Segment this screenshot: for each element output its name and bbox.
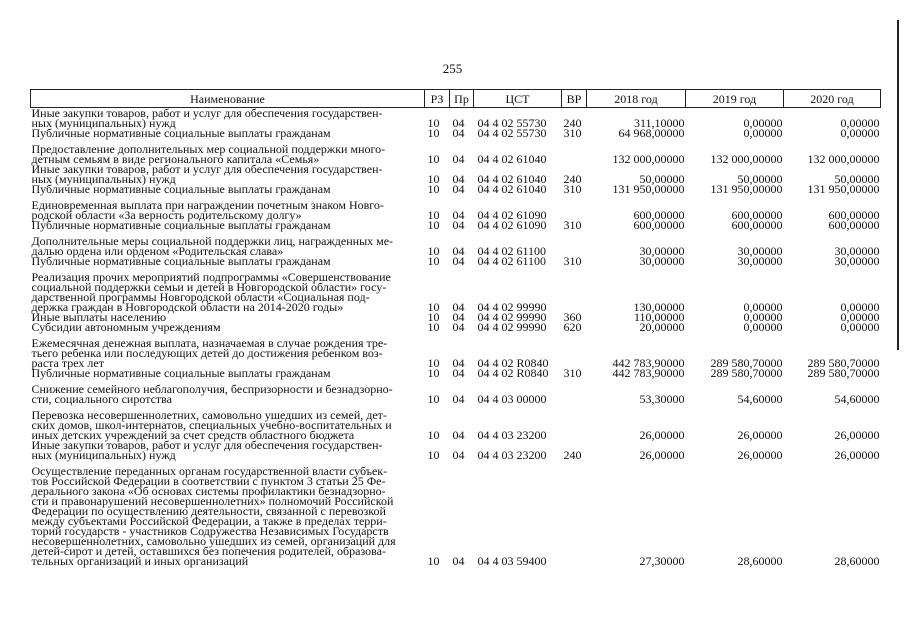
cell-y2019: 54,60000 bbox=[737, 392, 783, 406]
row-name-line: дерального закона «Об основах системы профилактики безнадзорно- bbox=[31, 484, 386, 498]
cell-y2018: 30,00000 bbox=[639, 254, 685, 268]
header-vr: ВР bbox=[562, 90, 587, 108]
cell-rz: 10 bbox=[427, 428, 440, 442]
row-name-line: Иные закупки товаров, работ и услуг для обеспечения государствен- bbox=[31, 106, 383, 120]
cell-vr bbox=[562, 194, 587, 220]
cell-y2019: 0,00000 bbox=[743, 126, 783, 140]
cell-vr: 240 bbox=[563, 116, 582, 130]
cell-vr bbox=[562, 378, 587, 404]
table-row bbox=[31, 230, 881, 256]
row-name-line: торий государств - участников Содружества Независимых Государств bbox=[31, 524, 389, 538]
cell-y2020: 289 580,70000 bbox=[807, 356, 880, 370]
cell-y2018: 600,00000 bbox=[633, 218, 685, 232]
cell-y2019: 50,00000 bbox=[737, 172, 783, 186]
table-row bbox=[31, 108, 881, 129]
cell-y2020: 30,00000 bbox=[834, 244, 880, 258]
row-name bbox=[31, 460, 425, 566]
row-name-line: Иные закупки товаров, работ и услуг для обеспечения государствен- bbox=[31, 162, 383, 176]
row-name-line: Иные закупки товаров, работ и услуг для обеспечения государствен- bbox=[31, 438, 383, 452]
cell-cst: 04 4 02 61100 bbox=[477, 244, 547, 258]
cell-pr: 04 bbox=[452, 366, 465, 380]
table-row bbox=[31, 378, 881, 404]
cell-y2018: 132 000,00000 bbox=[612, 152, 685, 166]
cell-y2018: 26,00000 bbox=[639, 428, 685, 442]
row-name-line: родской области «За верность родительскому долгу» bbox=[31, 208, 302, 222]
cell-rz: 10 bbox=[427, 392, 440, 406]
header-rz: РЗ bbox=[425, 90, 450, 108]
table-row bbox=[31, 322, 881, 332]
cell-y2019: 132 000,00000 bbox=[710, 152, 783, 166]
row-name-line: Публичные нормативные социальные выплаты гражданам bbox=[31, 182, 331, 196]
cell-y2019: 0,00000 bbox=[743, 300, 783, 314]
cell-cst: 04 4 03 23200 bbox=[477, 448, 547, 462]
cell-rz: 10 bbox=[427, 244, 440, 258]
cell-y2020: 600,00000 bbox=[828, 218, 880, 232]
cell-pr: 04 bbox=[452, 428, 465, 442]
cell-y2018: 130,00000 bbox=[633, 300, 685, 314]
table-row bbox=[31, 138, 881, 164]
row-name bbox=[31, 128, 425, 138]
cell-cst: 04 4 02 55730 bbox=[477, 116, 547, 130]
row-name-line: иных детских учреждений за счет средств областного бюджета bbox=[31, 428, 355, 442]
cell-y2019: 600,00000 bbox=[731, 218, 783, 232]
cell-y2020: 600,00000 bbox=[828, 208, 880, 222]
row-name bbox=[31, 184, 425, 194]
row-name-line: раста трех лет bbox=[31, 356, 104, 370]
table-row bbox=[31, 460, 881, 566]
cell-y2018: 53,30000 bbox=[639, 392, 685, 406]
row-name-line: Осуществление переданных органам государственной власти субъек- bbox=[31, 464, 388, 478]
cell-rz: 10 bbox=[427, 254, 440, 268]
cell-pr: 04 bbox=[452, 448, 465, 462]
row-name-line: детей-сирот и детей, оставшихся без попечения родителей, образова- bbox=[31, 544, 386, 558]
cell-pr: 04 bbox=[452, 254, 465, 268]
cell-y2018: 20,00000 bbox=[639, 320, 685, 334]
row-name-line: тьего ребенка или последующих детей до достижения ребенком воз- bbox=[31, 346, 383, 360]
row-name bbox=[31, 404, 425, 440]
cell-vr: 310 bbox=[563, 126, 582, 140]
cell-rz: 10 bbox=[427, 300, 440, 314]
cell-y2020: 50,00000 bbox=[834, 172, 880, 186]
cell-pr: 04 bbox=[452, 300, 465, 314]
cell-y2020: 26,00000 bbox=[834, 448, 880, 462]
cell-y2018: 600,00000 bbox=[633, 208, 685, 222]
cell-rz: 10 bbox=[427, 152, 440, 166]
cell-vr: 360 bbox=[563, 310, 582, 324]
cell-y2019: 0,00000 bbox=[743, 116, 783, 130]
cell-y2018: 311,10000 bbox=[633, 116, 685, 130]
cell-y2020: 30,00000 bbox=[834, 254, 880, 268]
row-name bbox=[31, 378, 425, 404]
row-name-line: Предоставление дополнительных мер социальной поддержки много- bbox=[31, 142, 386, 156]
cell-cst: 04 4 02 55730 bbox=[477, 126, 547, 140]
cell-y2018: 30,00000 bbox=[639, 244, 685, 258]
cell-cst: 04 4 02 99990 bbox=[477, 310, 547, 324]
cell-y2018: 442 783,90000 bbox=[612, 356, 685, 370]
cell-y2019: 26,00000 bbox=[737, 428, 783, 442]
cell-y2020: 289 580,70000 bbox=[807, 366, 880, 380]
cell-pr: 04 bbox=[452, 126, 465, 140]
table-row bbox=[31, 332, 881, 368]
cell-y2018: 50,00000 bbox=[639, 172, 685, 186]
cell-vr: 310 bbox=[563, 366, 582, 380]
cell-y2020: 0,00000 bbox=[840, 320, 880, 334]
table-row bbox=[31, 164, 881, 184]
cell-vr bbox=[562, 404, 587, 440]
cell-pr: 04 bbox=[452, 218, 465, 232]
row-name bbox=[31, 164, 425, 184]
row-name-line: далью ордена или орденом «Родительская слава» bbox=[31, 244, 284, 258]
cell-vr bbox=[562, 230, 587, 256]
cell-cst: 04 4 02 61100 bbox=[477, 254, 547, 268]
cell-y2020: 26,00000 bbox=[834, 428, 880, 442]
cell-pr: 04 bbox=[452, 182, 465, 196]
cell-y2018: 442 783,90000 bbox=[612, 366, 685, 380]
row-name bbox=[31, 332, 425, 368]
row-name bbox=[31, 108, 425, 129]
header-pr: Пр bbox=[450, 90, 474, 108]
cell-vr: 310 bbox=[563, 218, 582, 232]
cell-y2020: 0,00000 bbox=[840, 126, 880, 140]
cell-cst: 04 4 03 00000 bbox=[477, 392, 547, 406]
table-row bbox=[31, 440, 881, 460]
cell-vr: 620 bbox=[563, 320, 582, 334]
cell-vr: 310 bbox=[563, 182, 582, 196]
header-2018: 2018 год bbox=[587, 90, 686, 108]
row-name bbox=[31, 138, 425, 164]
table-header-row bbox=[31, 90, 881, 108]
header-2019: 2019 год bbox=[686, 90, 784, 108]
cell-y2020: 0,00000 bbox=[840, 116, 880, 130]
cell-y2020: 54,60000 bbox=[834, 392, 880, 406]
row-name bbox=[31, 322, 425, 332]
row-name bbox=[31, 368, 425, 378]
row-name-line: Федерации по осуществлению деятельности, связанной с перевозкой bbox=[31, 504, 386, 518]
cell-y2018: 131 950,00000 bbox=[612, 182, 685, 196]
row-name-line: детным семьям в виде регионального капитала «Семья» bbox=[31, 152, 320, 166]
cell-cst: 04 4 02 61040 bbox=[477, 172, 547, 186]
page-number: 255 bbox=[442, 61, 463, 76]
cell-y2019: 30,00000 bbox=[737, 254, 783, 268]
cell-cst: 04 4 02 61090 bbox=[477, 218, 547, 232]
row-name-line: Единовременная выплата при награждении почетным знаком Новго- bbox=[31, 198, 384, 212]
cell-cst: 04 4 02 61040 bbox=[477, 182, 547, 196]
cell-cst: 04 4 03 59400 bbox=[477, 554, 547, 568]
cell-cst: 04 4 02 R0840 bbox=[477, 366, 549, 380]
cell-vr bbox=[562, 138, 587, 164]
row-name-line: ских домов, школ-интернатов, специальных учебно-воспитательных и bbox=[31, 418, 392, 432]
cell-y2019: 28,60000 bbox=[737, 554, 783, 568]
row-name-line: тов Российской Федерации в соответствии с пунктом 3 статьи 25 Фе- bbox=[31, 474, 386, 488]
row-name-line: социальной поддержки семьи и детей в Новгородской области» госу- bbox=[31, 280, 387, 294]
row-name-line: держка граждан в Новгородской области на 2014-2020 годы» bbox=[31, 300, 344, 314]
row-name-line: Публичные нормативные социальные выплаты гражданам bbox=[31, 218, 331, 232]
cell-y2020: 0,00000 bbox=[840, 310, 880, 324]
header-2020: 2020 год bbox=[784, 90, 881, 108]
cell-y2018: 27,30000 bbox=[639, 554, 685, 568]
table-body bbox=[31, 108, 881, 567]
table-row bbox=[31, 184, 881, 194]
row-name bbox=[31, 440, 425, 460]
row-name-line: несовершеннолетних, самовольно ушедших из семей, организаций для bbox=[31, 534, 396, 548]
margin-rule bbox=[897, 20, 899, 350]
cell-rz: 10 bbox=[427, 310, 440, 324]
row-name-line: Перевозка несовершеннолетних, самовольно ушедших из семей, дет- bbox=[31, 408, 387, 422]
cell-y2019: 26,00000 bbox=[737, 448, 783, 462]
cell-pr: 04 bbox=[452, 116, 465, 130]
cell-y2020: 0,00000 bbox=[840, 300, 880, 314]
row-name-line: дарственной программы Новгородской области «Социальная под- bbox=[31, 290, 370, 304]
cell-cst: 04 4 03 23200 bbox=[477, 428, 547, 442]
table-row bbox=[31, 368, 881, 378]
cell-rz: 10 bbox=[427, 126, 440, 140]
cell-y2019: 0,00000 bbox=[743, 310, 783, 324]
row-name-line: Реализация прочих мероприятий подпрограммы «Совершенствование bbox=[31, 270, 391, 284]
cell-rz: 10 bbox=[427, 182, 440, 196]
cell-rz: 10 bbox=[427, 208, 440, 222]
cell-y2019: 30,00000 bbox=[737, 244, 783, 258]
row-name-line: сти и правонарушений несовершеннолетних» полномочий Российской bbox=[31, 494, 394, 508]
cell-y2018: 64 968,00000 bbox=[618, 126, 685, 140]
cell-vr bbox=[562, 332, 587, 368]
header-cst: ЦСТ bbox=[474, 90, 562, 108]
cell-pr: 04 bbox=[452, 244, 465, 258]
cell-y2019: 600,00000 bbox=[731, 208, 783, 222]
row-name-line: ных (муниципальных) нужд bbox=[31, 448, 176, 462]
row-name-line: Иные выплаты населению bbox=[31, 310, 167, 324]
cell-pr: 04 bbox=[452, 208, 465, 222]
cell-rz: 10 bbox=[427, 320, 440, 334]
cell-vr: 240 bbox=[563, 448, 582, 462]
cell-rz: 10 bbox=[427, 366, 440, 380]
cell-cst: 04 4 02 99990 bbox=[477, 320, 547, 334]
cell-y2018: 26,00000 bbox=[639, 448, 685, 462]
cell-y2019: 289 580,70000 bbox=[710, 356, 783, 370]
cell-vr: 310 bbox=[563, 254, 582, 268]
cell-rz: 10 bbox=[427, 356, 440, 370]
row-name-line: Снижение семейного неблагополучия, беспризорности и безнадзорно- bbox=[31, 382, 393, 396]
row-name bbox=[31, 194, 425, 220]
table-row bbox=[31, 266, 881, 312]
cell-cst: 04 4 02 99990 bbox=[477, 300, 547, 314]
cell-y2019: 131 950,00000 bbox=[710, 182, 783, 196]
cell-pr: 04 bbox=[452, 356, 465, 370]
cell-cst: 04 4 02 61090 bbox=[477, 208, 547, 222]
budget-table bbox=[30, 89, 881, 566]
row-name-line: ных (муниципальных) нужд bbox=[31, 116, 176, 130]
cell-y2019: 289 580,70000 bbox=[710, 366, 783, 380]
cell-pr: 04 bbox=[452, 172, 465, 186]
cell-cst: 04 4 02 R0840 bbox=[477, 356, 549, 370]
row-name-line: Публичные нормативные социальные выплаты гражданам bbox=[31, 126, 331, 140]
row-name-line: сти, социального сиротства bbox=[31, 392, 172, 406]
cell-rz: 10 bbox=[427, 172, 440, 186]
cell-y2020: 28,60000 bbox=[834, 554, 880, 568]
table-row bbox=[31, 194, 881, 220]
cell-rz: 10 bbox=[427, 554, 440, 568]
row-name-line: Субсидии автономным учреждениям bbox=[31, 320, 221, 334]
row-name-line: Ежемесячная денежная выплата, назначаемая в случае рождения тре- bbox=[31, 336, 388, 350]
cell-pr: 04 bbox=[452, 152, 465, 166]
row-name bbox=[31, 220, 425, 230]
row-name-line: Дополнительные меры социальной поддержки лиц, награжденных ме- bbox=[31, 234, 394, 248]
row-name-line: тельных организаций и иных организаций bbox=[31, 554, 249, 568]
cell-y2020: 131 950,00000 bbox=[807, 182, 880, 196]
table-row bbox=[31, 256, 881, 266]
cell-y2020: 132 000,00000 bbox=[807, 152, 880, 166]
cell-vr: 240 bbox=[563, 172, 582, 186]
row-name-line: Публичные нормативные социальные выплаты гражданам bbox=[31, 366, 331, 380]
cell-vr bbox=[562, 266, 587, 312]
cell-cst: 04 4 02 61040 bbox=[477, 152, 547, 166]
cell-pr: 04 bbox=[452, 554, 465, 568]
header-name: Наименование bbox=[31, 90, 425, 108]
row-name bbox=[31, 266, 425, 312]
cell-pr: 04 bbox=[452, 392, 465, 406]
cell-rz: 10 bbox=[427, 448, 440, 462]
cell-rz: 10 bbox=[427, 116, 440, 130]
row-name bbox=[31, 230, 425, 256]
table-row bbox=[31, 128, 881, 138]
row-name-line: ных (муниципальных) нужд bbox=[31, 172, 176, 186]
cell-rz: 10 bbox=[427, 218, 440, 232]
cell-pr: 04 bbox=[452, 320, 465, 334]
row-name-line: между субъектами Российской Федерации, а также в пределах терри- bbox=[31, 514, 387, 528]
cell-y2018: 110,00000 bbox=[633, 310, 685, 324]
row-name-line: Публичные нормативные социальные выплаты гражданам bbox=[31, 254, 331, 268]
table-row bbox=[31, 220, 881, 230]
cell-vr bbox=[562, 460, 587, 566]
row-name bbox=[31, 256, 425, 266]
table-row bbox=[31, 404, 881, 440]
cell-pr: 04 bbox=[452, 310, 465, 324]
cell-y2019: 0,00000 bbox=[743, 320, 783, 334]
